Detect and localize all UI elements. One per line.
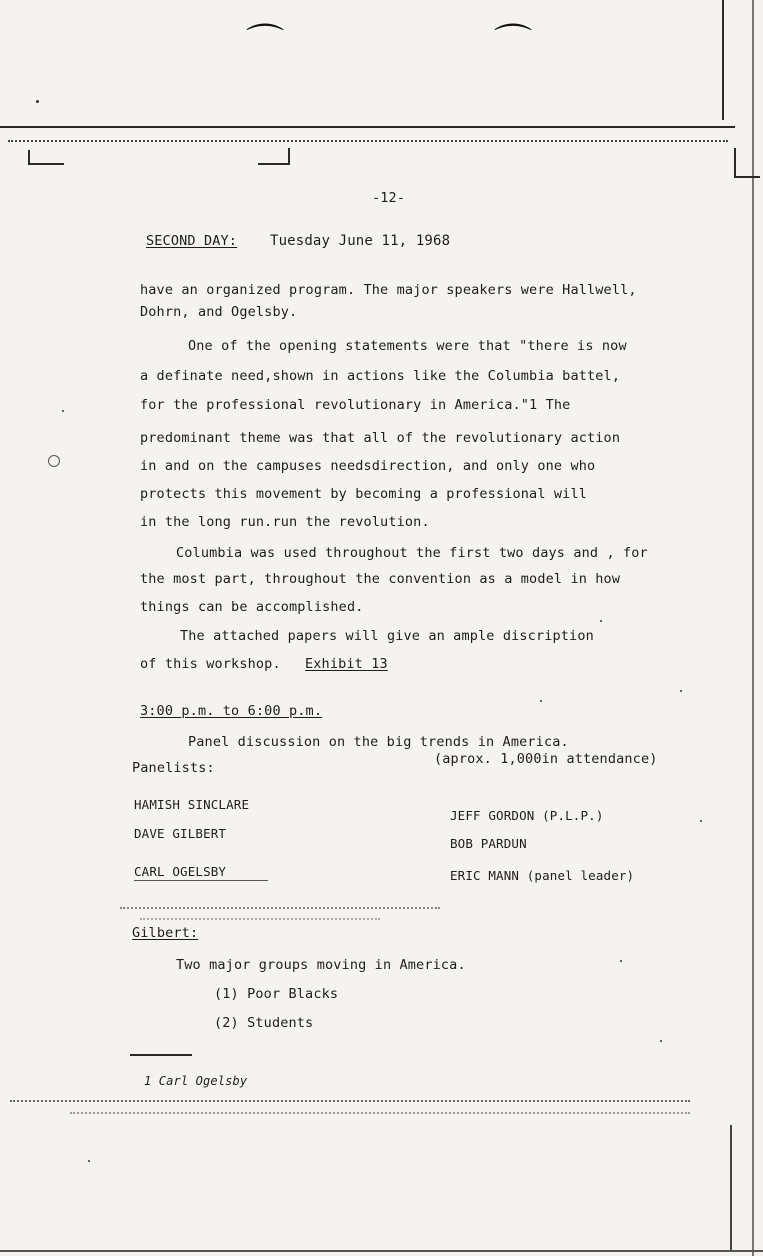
paragraph-line: predominant theme was that all of the revolutionary action xyxy=(140,430,621,446)
copy-speck xyxy=(660,1040,662,1042)
paragraph-line: a definate need,shown in actions like the Columbia battel, xyxy=(140,368,621,384)
paragraph-line: in and on the campuses needsdirection, and only one who xyxy=(140,458,596,474)
panelist-name: BOB PARDUN xyxy=(450,836,527,851)
copy-speck xyxy=(88,1160,90,1162)
copy-rule xyxy=(0,126,735,128)
copy-speck xyxy=(540,700,542,702)
bracket-mark xyxy=(288,148,290,164)
paragraph-line: Dohrn, and Ogelsby. xyxy=(140,304,298,320)
punch-hole-icon: ⌒ xyxy=(246,21,285,65)
panelist-name: HAMISH SINCLARE xyxy=(134,797,250,812)
paragraph-line: Columbia was used throughout the first two days and , for xyxy=(176,545,648,561)
paragraph-line: The attached papers will give an ample discription xyxy=(180,628,594,644)
paragraph-line: of this workshop. xyxy=(140,656,281,672)
panelists-label: Panelists: xyxy=(132,760,215,776)
panelist-name: ERIC MANN (panel leader) xyxy=(450,868,635,883)
strike-line xyxy=(134,880,268,881)
speaker-statement: Two major groups moving in America. xyxy=(176,957,466,973)
copy-noise-line xyxy=(140,918,380,920)
copy-noise-line xyxy=(8,140,728,142)
paragraph-line: have an organized program. The major speakers were Hallwell, xyxy=(140,282,637,298)
bracket-mark xyxy=(734,148,736,176)
copy-noise-line xyxy=(120,907,440,909)
day-heading: SECOND DAY: xyxy=(146,233,238,249)
copy-noise-line xyxy=(70,1112,690,1114)
speaker-item: (2) Students xyxy=(214,1015,314,1031)
speaker-item: (1) Poor Blacks xyxy=(214,986,339,1002)
edge-line xyxy=(722,0,724,120)
copy-speck xyxy=(48,455,60,467)
bracket-mark xyxy=(734,176,760,178)
copy-speck xyxy=(680,690,682,692)
speaker-name: Gilbert: xyxy=(132,925,199,941)
panelist-name: CARL OGELSBY xyxy=(134,864,227,879)
bracket-mark xyxy=(28,163,64,165)
edge-line xyxy=(752,0,754,1256)
day-date: Tuesday June 11, 1968 xyxy=(270,233,451,249)
punch-hole-icon: ⌒ xyxy=(494,21,533,65)
paragraph-line: One of the opening statements were that "there is now xyxy=(188,338,627,354)
paragraph-line: protects this movement by becoming a professional will xyxy=(140,486,587,502)
exhibit-reference: Exhibit 13 xyxy=(305,656,388,672)
copy-speck xyxy=(36,100,39,103)
paragraph-line: the most part, throughout the convention as a model in how xyxy=(140,571,621,587)
copy-speck xyxy=(62,410,64,412)
footnote: 1 Carl Ogelsby xyxy=(144,1074,248,1088)
bracket-mark xyxy=(258,163,290,165)
session-description: Panel discussion on the big trends in America. xyxy=(188,734,569,750)
panelist-name: DAVE GILBERT xyxy=(134,826,227,841)
session-attendance: (aprox. 1,000in attendance) xyxy=(434,751,658,767)
session-time: 3:00 p.m. to 6:00 p.m. xyxy=(140,703,323,719)
paragraph-line: for the professional revolutionary in America."1 The xyxy=(140,397,571,413)
copy-speck xyxy=(620,960,622,962)
page-number: -12- xyxy=(372,190,406,206)
copy-speck xyxy=(600,620,602,622)
footnote-rule xyxy=(130,1054,192,1056)
copy-noise-line xyxy=(10,1100,690,1102)
paragraph-line: in the long run.run the revolution. xyxy=(140,514,430,530)
edge-line xyxy=(730,1125,732,1250)
bracket-mark xyxy=(28,150,30,164)
paragraph-line: things can be accomplished. xyxy=(140,599,364,615)
panelist-name: JEFF GORDON (P.L.P.) xyxy=(450,808,604,823)
bottom-edge-line xyxy=(0,1250,763,1252)
copy-speck xyxy=(700,820,702,822)
